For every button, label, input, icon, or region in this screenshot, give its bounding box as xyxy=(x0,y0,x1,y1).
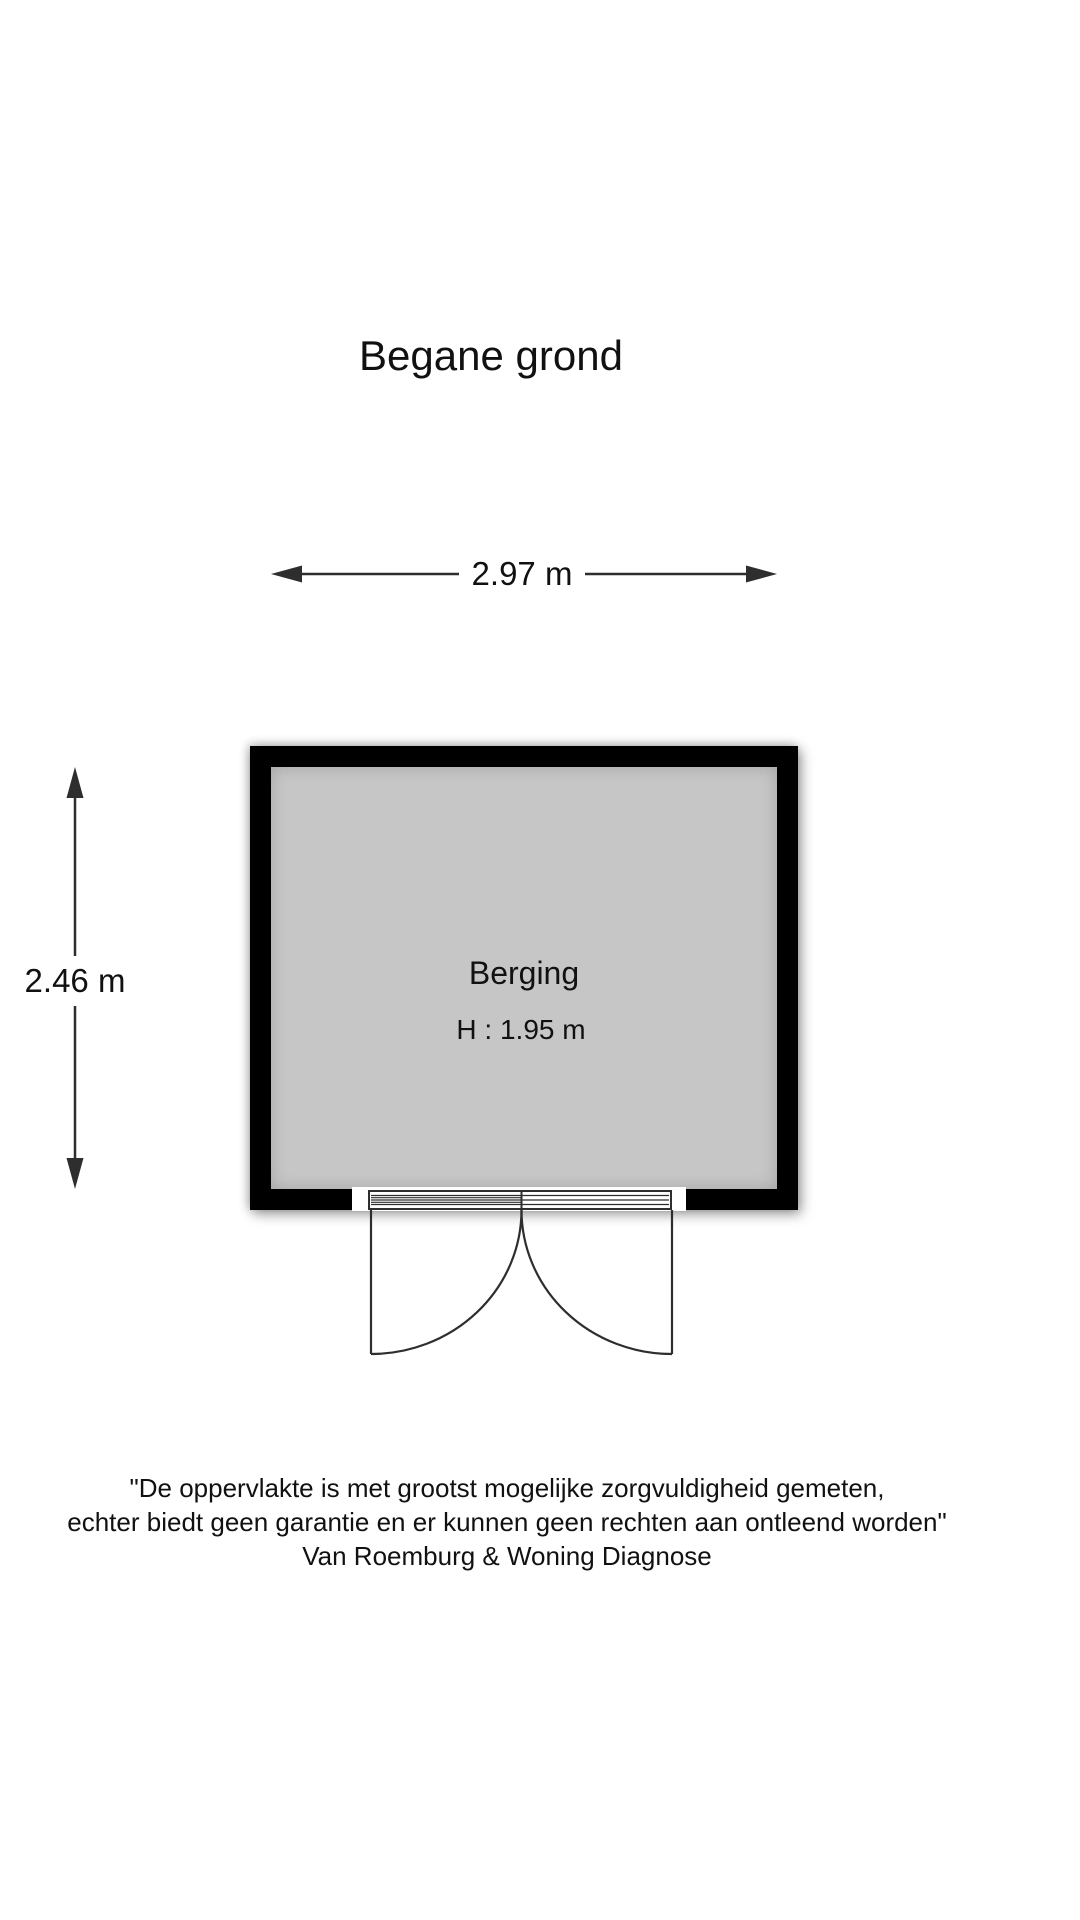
depth-dimension-label: 2.46 m xyxy=(19,964,132,997)
disclaimer-line-1: "De oppervlakte is met grootst mogelijke zorgvuldigheid gemeten, xyxy=(129,1473,885,1503)
arrowhead-right-icon xyxy=(746,566,777,583)
disclaimer-line-2: echter biedt geen garantie en er kunnen geen rechten aan ontleend worden" xyxy=(67,1507,947,1537)
arrowhead-up-icon xyxy=(67,767,84,798)
disclaimer-line-3: Van Roemburg & Woning Diagnose xyxy=(302,1541,712,1571)
door-swing-arc-right xyxy=(522,1210,673,1354)
door-swing-arc-left xyxy=(371,1210,522,1354)
floorplan-title: Begane grond xyxy=(359,332,623,379)
disclaimer xyxy=(2,1471,1012,1573)
room-name-label: Berging xyxy=(468,955,580,991)
double-door-symbol xyxy=(345,1185,685,1363)
arrowhead-down-icon xyxy=(67,1158,84,1189)
arrowhead-left-icon xyxy=(271,566,302,583)
width-dimension-label: 2.97 m xyxy=(466,557,579,590)
room-height-label: H : 1.95 m xyxy=(456,1014,586,1045)
